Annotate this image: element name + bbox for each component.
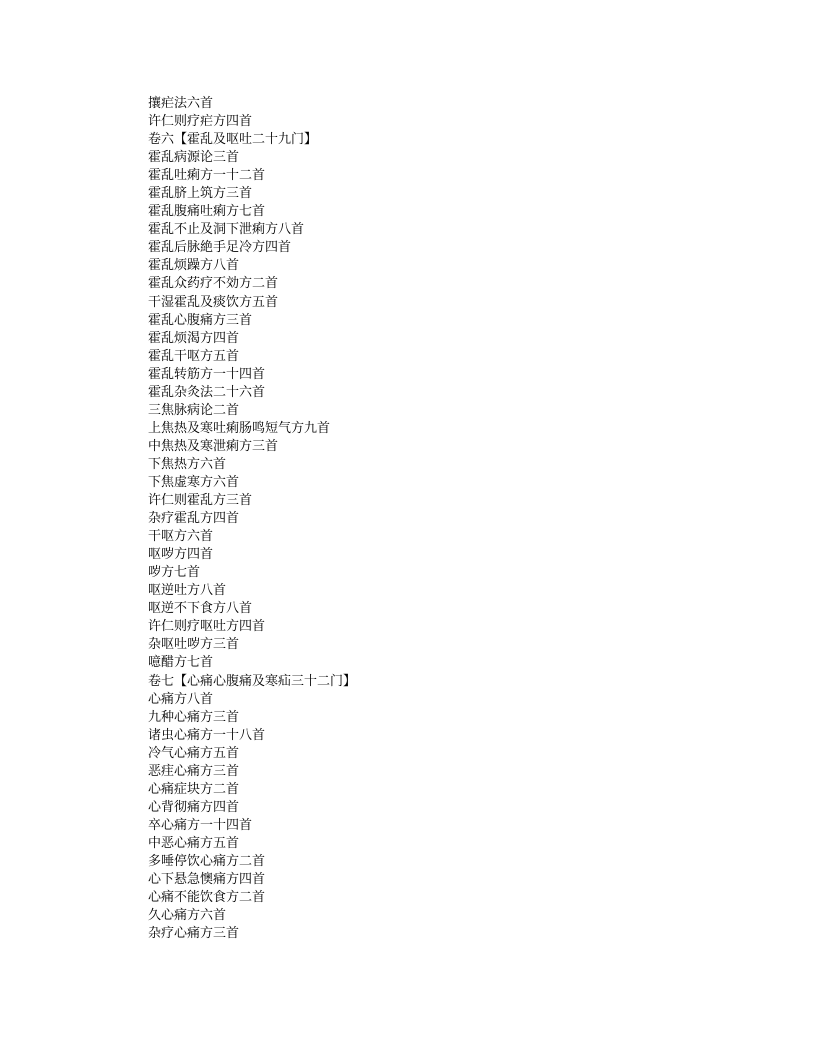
toc-entry: 心下悬急懊痛方四首 [148, 872, 266, 888]
toc-entry: 霍乱干呕方五首 [148, 348, 240, 364]
toc-entry: 呕逆吐方八首 [148, 583, 227, 599]
toc-entry: 下焦虚寒方六首 [148, 474, 240, 490]
toc-entry: 干呕方六首 [148, 529, 214, 545]
toc-entry: 霍乱病源论三首 [148, 150, 240, 166]
toc-entry: 霍乱杂灸法二十六首 [148, 384, 266, 400]
toc-entry: 心痛症块方二首 [148, 781, 240, 797]
toc-entry: 许仁则疗呕吐方四首 [148, 619, 266, 635]
toc-entry: 心背彻痛方四首 [148, 799, 240, 815]
volume-heading: 卷六【霍乱及呕吐二十九门】 [148, 132, 318, 148]
toc-entry: 杂疗心痛方三首 [148, 926, 240, 942]
toc-entry: 三焦脉病论二首 [148, 402, 240, 418]
toc-entry: 霍乱不止及洞下泄痢方八首 [148, 222, 305, 238]
toc-entry: 恶疰心痛方三首 [148, 763, 240, 779]
table-of-contents [148, 95, 748, 943]
toc-entry: 诸虫心痛方一十八首 [148, 727, 266, 743]
toc-entry: 杂呕吐哕方三首 [148, 637, 240, 653]
toc-entry: 心痛不能饮食方二首 [148, 890, 266, 906]
toc-entry: 霍乱心腹痛方三首 [148, 312, 253, 328]
toc-entry: 霍乱众药疗不効方二首 [148, 276, 279, 292]
toc-entry: 许仁则霍乱方三首 [148, 493, 253, 509]
toc-entry: 呕哕方四首 [148, 547, 214, 563]
toc-entry: 九种心痛方三首 [148, 709, 240, 725]
toc-entry: 冷气心痛方五首 [148, 745, 240, 761]
toc-entry: 攘疟法六首 [148, 96, 214, 111]
toc-entry: 霍乱烦躁方八首 [148, 258, 240, 274]
toc-entry: 霍乱腹痛吐痢方七首 [148, 204, 266, 220]
toc-entry: 心痛方八首 [148, 691, 214, 707]
toc-entry: 中焦热及寒泄痢方三首 [148, 438, 279, 454]
toc-entry: 下焦热方六首 [148, 456, 227, 472]
toc-entry: 久心痛方六首 [148, 908, 227, 924]
toc-entry: 上焦热及寒吐痢肠鸣短气方九首 [148, 420, 331, 436]
toc-entry: 杂疗霍乱方四首 [148, 511, 240, 527]
toc-entry: 多唾停饮心痛方二首 [148, 853, 266, 869]
toc-entry: 霍乱烦渴方四首 [148, 330, 240, 346]
toc-entry: 干湿霍乱及痰饮方五首 [148, 294, 279, 310]
toc-entry: 霍乱后脉絶手足冷方四首 [148, 240, 292, 256]
toc-entry: 许仁则疗疟方四首 [148, 114, 253, 130]
toc-entry: 霍乱吐痢方一十二首 [148, 168, 266, 184]
volume-heading: 卷七【心痛心腹痛及寒疝三十二门】 [148, 673, 357, 689]
toc-entry: 噫醋方七首 [148, 655, 214, 671]
toc-entry: 卒心痛方一十四首 [148, 817, 253, 833]
toc-entry: 中恶心痛方五首 [148, 835, 240, 851]
toc-entry: 哕方七首 [148, 565, 201, 581]
toc-entry: 呕逆不下食方八首 [148, 601, 253, 617]
toc-entry: 霍乱转筋方一十四首 [148, 366, 266, 382]
toc-entry: 霍乱脐上筑方三首 [148, 186, 253, 202]
